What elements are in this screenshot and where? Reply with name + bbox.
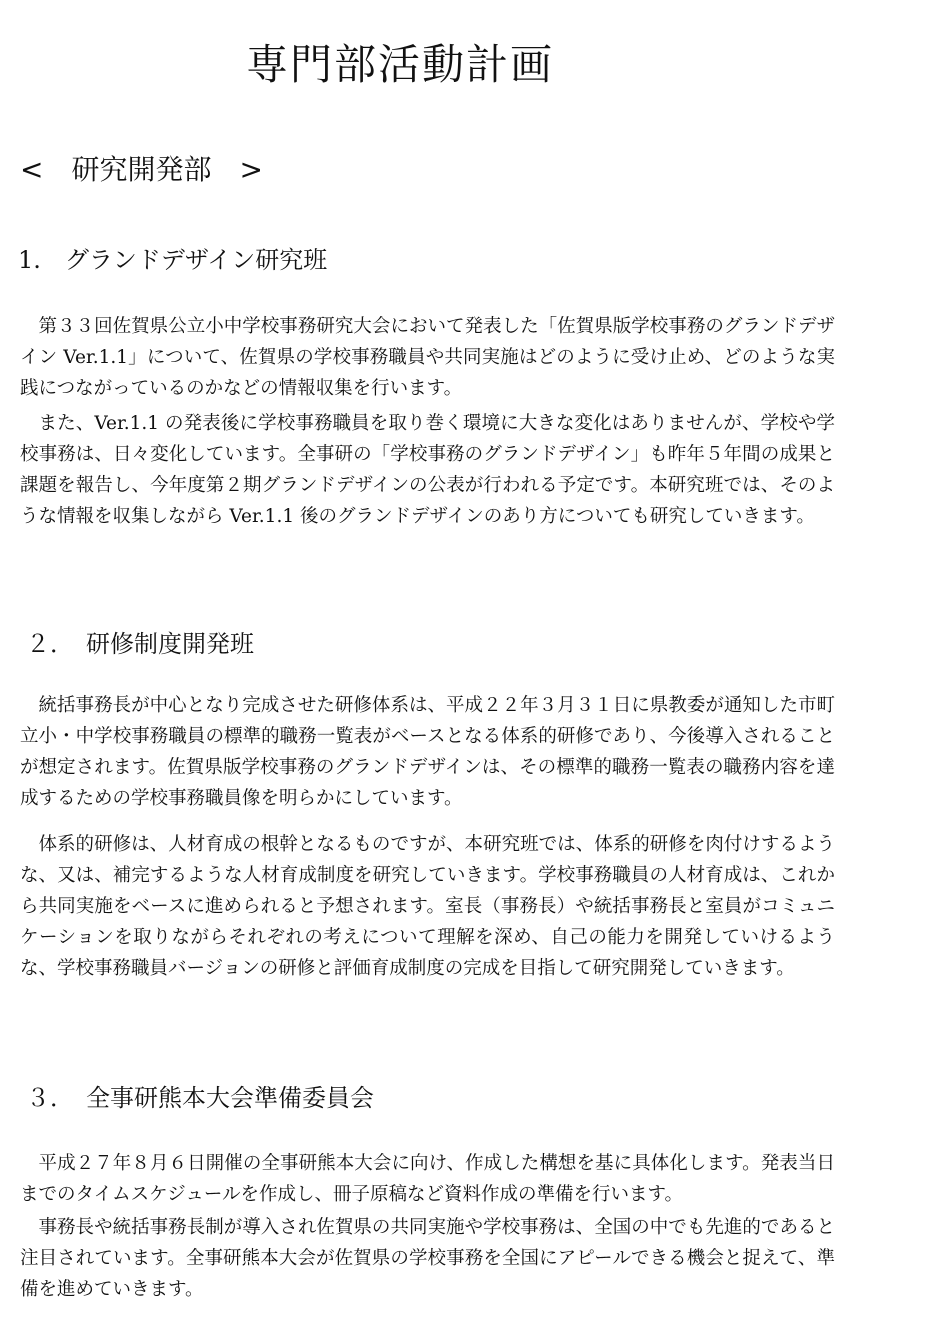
section-2-paragraph-1: 統括事務長が中心となり完成させた研修体系は、平成２２年３月３１日に県教委が通知した市町立小・中学校事務職員の標準的職務一覧表がベースとなる体系的研修であり、今後導入されることが想定されます。佐賀県版学校事務のグランドデザインは、その標準的職務一覧表の職務内容を達成するための学校事務職員像を明らかにしています。 <box>20 695 835 809</box>
page-title: 専門部活動計画 <box>245 40 554 89</box>
section-2-paragraph-2: 体系的研修は、人材育成の根幹となるものですが、本研究班では、体系的研修を肉付けするような、又は、補完するような人材育成制度を研究していきます。学校事務職員の人材育成は、これから共同実施をベースに進められると予想されます。室長（事務長）や統括事務長と室員がコミュニケーションを取りながらそれぞれの考えについて理解を深め、自己の能力を開発していけるような、学校事務職員バージョンの研修と評価育成制度の完成を目指して研究開発していきます。 <box>20 834 835 979</box>
section-3-paragraph-1: 平成２７年８月６日開催の全事研熊本大会に向け、作成した構想を基に具体化します。発表当日までのタイムスケジュールを作成し、冊子原稿など資料作成の準備を行います。 <box>20 1153 835 1205</box>
section-1-paragraph-1: 第３３回佐賀県公立小中学校事務研究大会において発表した「佐賀県版学校事務のグランドデザイン Ver.1.1」について、佐賀県の学校事務職員や共同実施はどのように受け止め、どのような実践につながっているのかなどの情報収集を行います。 <box>20 316 835 399</box>
section-3-paragraph-2: 事務長や統括事務長制が導入され佐賀県の共同実施や学校事務は、全国の中でも先進的であると注目されています。全事研熊本大会が佐賀県の学校事務を全国にアピールできる機会と捉えて、準備を進めていきます。 <box>20 1217 835 1300</box>
section-heading-grand-design: 1. グランドデザイン研究班 <box>18 246 328 274</box>
section-heading-kumamoto-committee: ３． 全事研熊本大会準備委員会 <box>26 1084 374 1112</box>
section-1-paragraph-2: また、Ver.1.1 の発表後に学校事務職員を取り巻く環境に大きな変化はありませんが、学校や学校事務は、日々変化しています。全事研の「学校事務のグランドデザイン」も昨年５年間の成果と課題を報告し、今年度第２期グランドデザインの公表が行われる予定です。本研究班では、そのような情報を収集しながら Ver.1.1 後のグランドデザインのあり方についても研究していきます。 <box>20 413 835 527</box>
department-heading: < 研究開発部 > <box>20 153 263 186</box>
section-heading-training-system: ２． 研修制度開発班 <box>26 630 254 658</box>
